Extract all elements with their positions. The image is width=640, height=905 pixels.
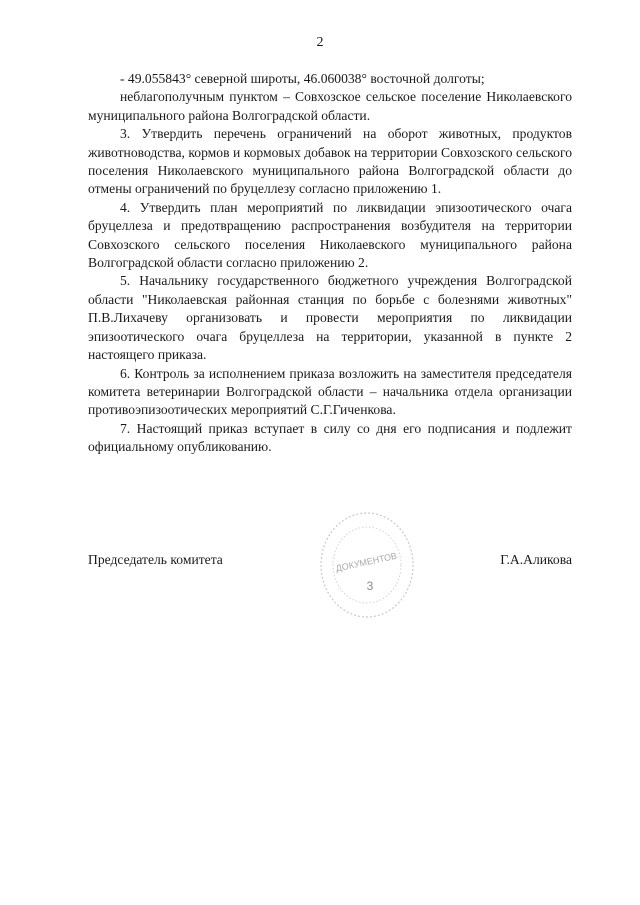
paragraph-item-5: 5. Начальнику государственного бюджетного учреждения Волгоградской области "Николаевская районная станция по борьбе с болезнями животных" П.В.Лихачеву организовать и провести мероприятия по ликвидации эпизоотического очага бруцеллеза на территории, указанной в пункте 2 настоящего приказа. xyxy=(88,273,572,363)
paragraph-item-7: 7. Настоящий приказ вступает в силу со дня его подписания и подлежит официальному опубликованию. xyxy=(88,420,572,455)
stamp-text: ДОКУМЕНТОВ xyxy=(334,550,398,574)
coordinates-line: - 49.055843° северной широты, 46.060038° восточной долготы; xyxy=(120,71,485,86)
signature-name: Г.А.Аликова xyxy=(500,552,572,567)
paragraph-item-6: 6. Контроль за исполнением приказа возложить на заместителя председателя комитета ветеринарии Волгоградской области – начальника отдела организации противоэпизоотических мероприятий С.Г.Гиченкова. xyxy=(88,365,572,418)
paragraph-item-4: 4. Утвердить план мероприятий по ликвидации эпизоотического очага бруцеллеза и предотвращению распространения возбудителя на территории Совхозского сельского поселения Николаевского муниципального района Волгоградской области согласно приложению 2. xyxy=(88,199,572,271)
paragraph-item-3: 3. Утвердить перечень ограничений на оборот животных, продуктов животноводства, кормов и кормовых добавок на территории Совхозского сельского поселения Николаевского муниципального района Волгоградской области до отмены ограничений по бруцеллезу согласно приложению 1. xyxy=(88,126,572,197)
stamp-number: 3 xyxy=(366,579,374,593)
paragraph-affected-point: неблагополучным пунктом – Совхозское сельское поселение Николаевского муниципального района Волгоградской области. xyxy=(88,89,572,123)
document-body xyxy=(88,70,572,457)
official-stamp xyxy=(315,505,419,623)
page-number: 2 xyxy=(316,35,324,50)
signature-title: Председатель комитета xyxy=(88,552,223,567)
